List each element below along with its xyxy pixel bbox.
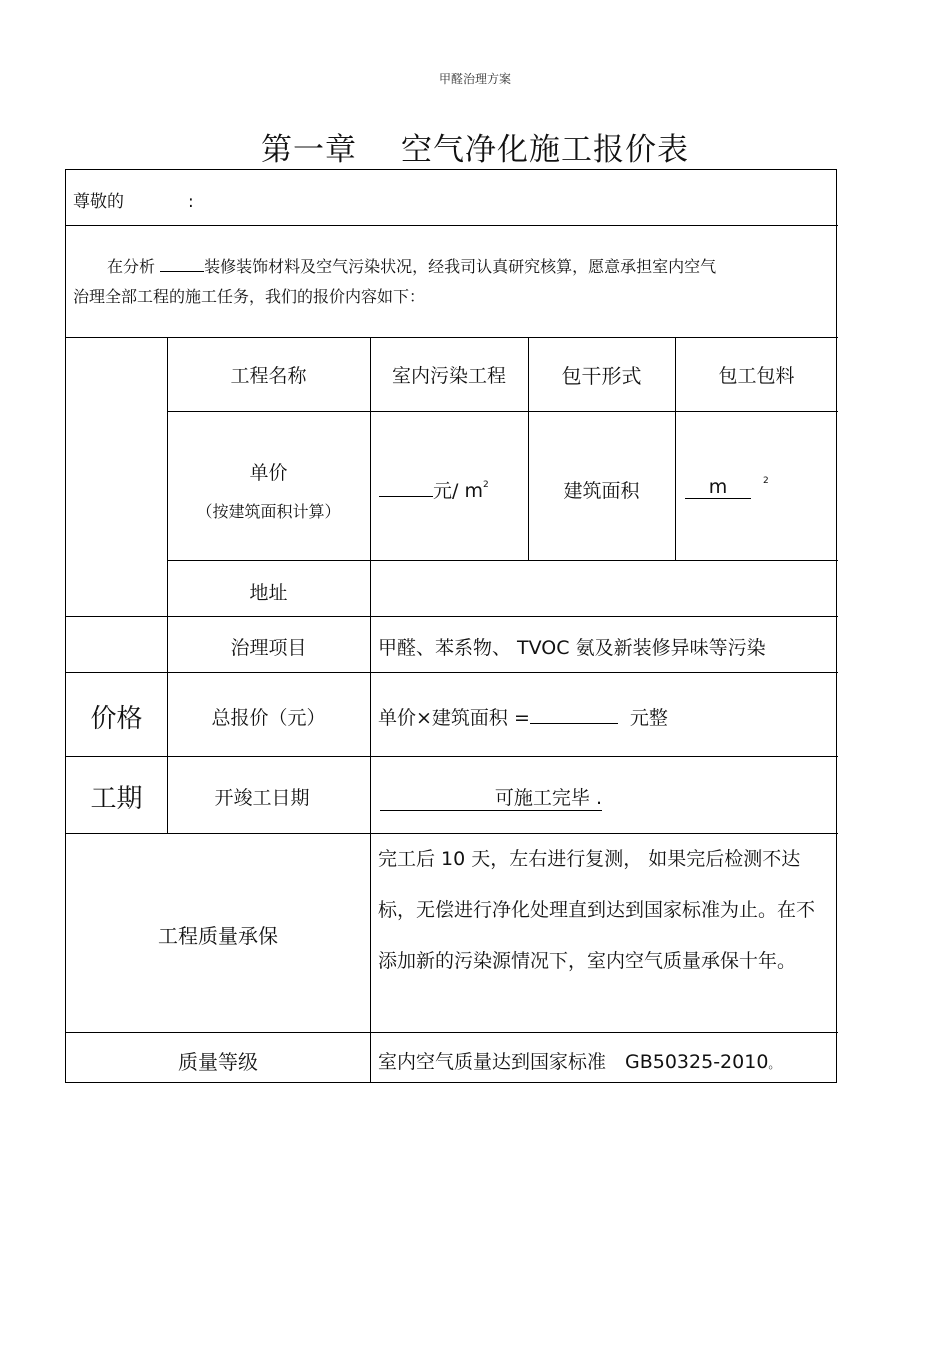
contract-form-label: 包干形式: [561, 364, 642, 388]
grade-label: 质量等级: [178, 1050, 258, 1074]
total-price-label: 总报价（元）: [211, 707, 326, 729]
intro-line-1: [73, 252, 813, 282]
unit-price-label: 单价: [249, 462, 288, 484]
rule-greeting: [66, 225, 838, 226]
rule-price: [66, 756, 838, 757]
intro-line-2: 治理全部工程的施工任务，我们的报价内容如下：: [73, 287, 426, 306]
title-text: 空气净化施工报价表: [401, 132, 689, 168]
grade-value-tail: 。: [768, 1057, 781, 1071]
greeting-prefix: 尊敬的: [73, 192, 124, 212]
rule-col2: [370, 337, 371, 1082]
unit-price-sup: 2: [482, 480, 489, 490]
rule-intro: [66, 337, 838, 338]
contract-form-value: 包工包料: [718, 365, 795, 387]
total-price-value: [378, 703, 668, 730]
unit-price-note: （按建筑面积计算）: [196, 502, 341, 521]
rule-address: [66, 616, 838, 617]
period-section-label: 工期: [90, 784, 143, 814]
area-value: [685, 476, 769, 499]
unit-price-unit: 元/ m: [433, 480, 483, 502]
document-title: [0, 124, 950, 169]
grade-value: [378, 1047, 780, 1074]
warranty-label: 工程质量承保: [158, 924, 278, 948]
intro-part2: 装修装饰材料及空气污染状况，经我司认真研究核算，愿意承担室内空气: [204, 257, 717, 276]
price-section-label: 价格: [90, 704, 143, 734]
unit-price-value: [379, 476, 489, 503]
rule-project: [167, 411, 838, 412]
page-header: 甲醛治理方案: [438, 72, 511, 86]
items-label: 治理项目: [230, 637, 307, 659]
intro-paragraph: [73, 252, 813, 312]
greeting-colon: :: [188, 192, 194, 212]
total-price-suffix: 元整: [629, 707, 668, 729]
quote-table: [65, 169, 837, 1083]
intro-blank: [160, 254, 204, 272]
area-label: 建筑面积: [563, 480, 640, 502]
grade-value-text: 室内空气质量达到国家标准 GB50325-2010: [378, 1051, 769, 1073]
rule-warranty: [66, 1032, 838, 1033]
unit-price-blank: [379, 479, 433, 497]
total-price-blank: [530, 706, 618, 724]
intro-part1: 在分析: [107, 257, 156, 276]
chapter-label: 第一章: [261, 132, 357, 168]
rule-items: [66, 672, 838, 673]
rule-unit-price: [167, 560, 838, 561]
warranty-text: 完工后 10 天，左右进行复测， 如果完后检测不达标，无偿进行净化处理直到达到国家标准为止。在不添加新的污染源情况下，室内空气质量承保十年。: [378, 848, 816, 972]
area-unit: m: [685, 476, 751, 499]
area-sup: 2: [763, 476, 769, 486]
dates-value-text: 可施工完毕 .: [380, 783, 602, 811]
project-name-label: 工程名称: [230, 365, 307, 387]
total-price-formula: 单价×建筑面积 =: [378, 707, 530, 729]
project-name-value: 室内污染工程: [391, 365, 506, 387]
greeting: [73, 187, 194, 212]
dates-label: 开竣工日期: [214, 787, 310, 809]
items-value: 甲醛、苯系物、 TVOC 氨及新装修异味等污染: [378, 637, 766, 659]
dates-value: [380, 783, 602, 811]
address-label: 地址: [249, 582, 288, 604]
